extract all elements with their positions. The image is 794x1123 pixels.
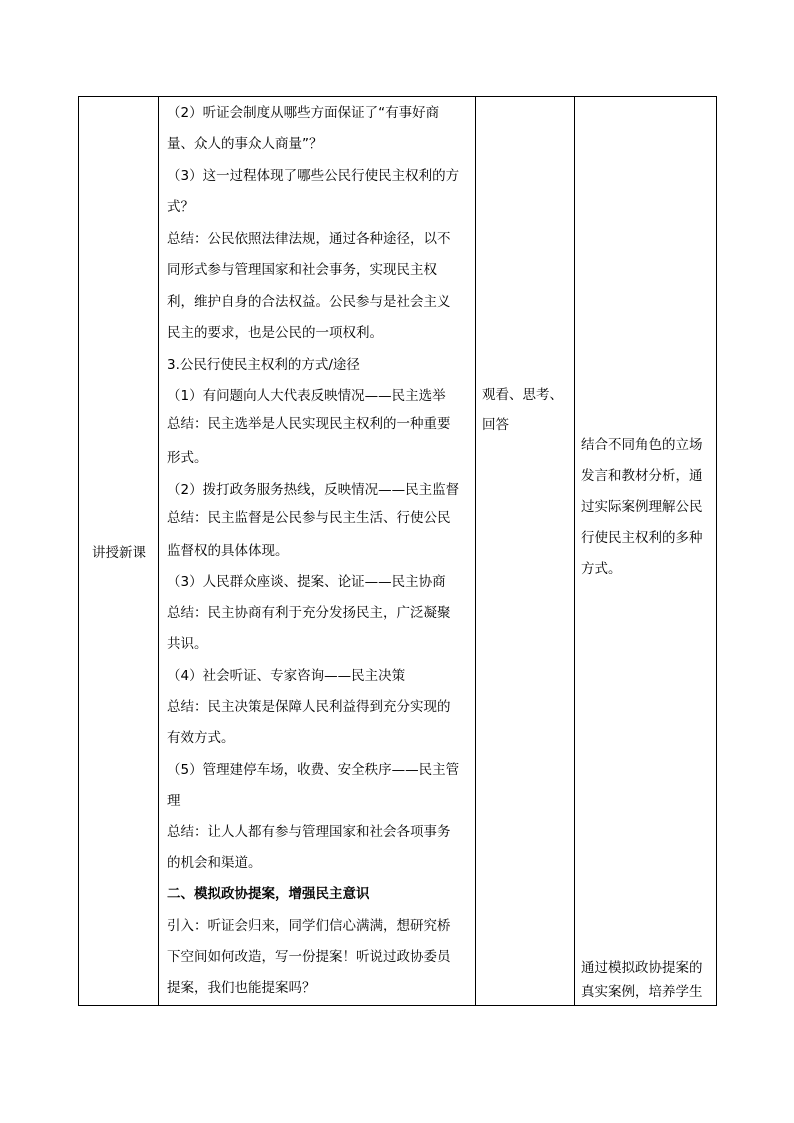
stage-cell	[79, 97, 159, 1005]
section-heading: 二、模拟政协提案，增强民主意识	[167, 886, 370, 902]
intent-line: 通过模拟政协提案的	[581, 960, 703, 976]
lesson-plan-table	[78, 96, 717, 1006]
column-divider	[574, 97, 575, 1005]
content-line: 同形式参与管理国家和社会事务，实现民主权	[167, 262, 437, 278]
intent-line: 方式。	[581, 561, 622, 577]
content-line: 引入：听证会归来，同学们信心满满，想研究桥	[167, 918, 451, 934]
content-line: 总结：民主选举是人民实现民主权利的一种重要	[167, 416, 451, 432]
content-line: （3）这一过程体现了哪些公民行使民主权利的方	[167, 168, 460, 184]
content-line: 理	[167, 793, 181, 809]
content-line: （1）有问题向人大代表反映情况——民主选举	[167, 388, 446, 404]
section-heading: 3.公民行使民主权利的方式/途径	[167, 357, 360, 373]
content-line: 总结：让人人都有参与管理国家和社会各项事务	[167, 824, 451, 840]
content-line: （3）人民群众座谈、提案、论证——民主协商	[167, 574, 446, 590]
intent-line: 结合不同角色的立场	[581, 437, 703, 453]
student-activity-cell	[482, 97, 574, 1005]
column-divider	[475, 97, 476, 1005]
content-line: 共识。	[167, 636, 208, 652]
content-line: 式？	[167, 199, 194, 215]
content-line: 总结：民主协商有利于充分发扬民主，广泛凝聚	[167, 605, 451, 621]
content-line: 形式。	[167, 450, 208, 466]
stage-label: 讲授新课	[92, 545, 146, 561]
content-line: 的机会和渠道。	[167, 855, 262, 871]
content-line: （2）听证会制度从哪些方面保证了“有事好商	[167, 105, 440, 121]
content-line: 量、众人的事众人商量”？	[167, 136, 323, 152]
teaching-content-cell	[167, 97, 467, 1005]
content-line: 总结：民主决策是保障人民利益得到充分实现的	[167, 699, 451, 715]
content-line: 总结：民主监督是公民参与民主生活、行使公民	[167, 510, 451, 526]
intent-line: 真实案例，培养学生	[581, 984, 703, 1000]
content-line: 总结：公民依照法律法规，通过各种途径，以不	[167, 231, 451, 247]
content-line: 提案，我们也能提案吗？	[167, 980, 316, 996]
content-line: 有效方式。	[167, 730, 235, 746]
content-line: （4）社会听证、专家咨询——民主决策	[167, 668, 406, 684]
intent-line: 发言和教材分析，通	[581, 468, 703, 484]
content-line: 下空间如何改造，写一份提案！听说过政协委员	[167, 949, 451, 965]
design-intent-cell	[581, 97, 715, 1005]
intent-line: 行使民主权利的多种	[581, 530, 703, 546]
content-line: 民主的要求，也是公民的一项权利。	[167, 325, 383, 341]
content-line: 监督权的具体体现。	[167, 543, 289, 559]
activity-line: 观看、思考、	[482, 387, 563, 403]
content-line: （5）管理建停车场，收费、安全秩序——民主管	[167, 762, 460, 778]
content-line: （2）拨打政务服务热线，反映情况——民主监督	[167, 482, 460, 498]
content-line: 利，维护自身的合法权益。公民参与是社会主义	[167, 294, 451, 310]
activity-line: 回答	[482, 417, 509, 433]
intent-line: 过实际案例理解公民	[581, 499, 703, 515]
